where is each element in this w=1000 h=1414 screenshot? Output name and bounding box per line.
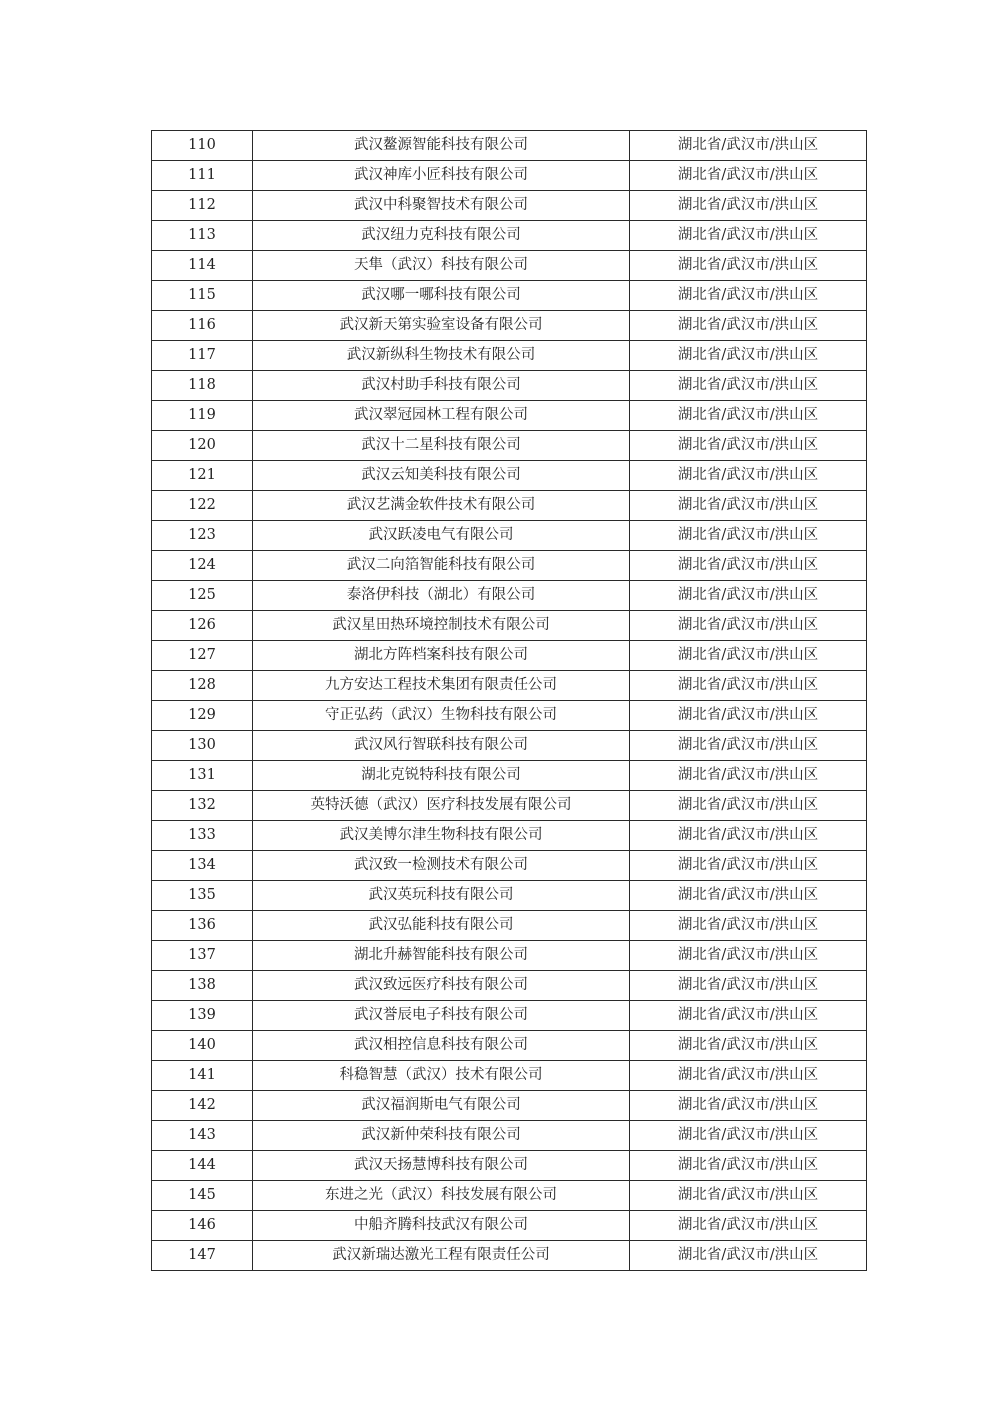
company-name-cell: 湖北升赫智能科技有限公司 — [253, 941, 630, 971]
location-cell: 湖北省/武汉市/洪山区 — [630, 941, 867, 971]
company-name-cell: 武汉云知美科技有限公司 — [253, 461, 630, 491]
company-name-cell: 守正弘药（武汉）生物科技有限公司 — [253, 701, 630, 731]
row-number-cell: 130 — [152, 731, 253, 761]
row-number-cell: 144 — [152, 1151, 253, 1181]
company-name-cell: 武汉英玩科技有限公司 — [253, 881, 630, 911]
table-row — [152, 341, 867, 371]
table-row — [152, 911, 867, 941]
location-cell: 湖北省/武汉市/洪山区 — [630, 281, 867, 311]
table-row — [152, 221, 867, 251]
row-number-cell: 127 — [152, 641, 253, 671]
company-name-cell: 武汉致远医疗科技有限公司 — [253, 971, 630, 1001]
table-row — [152, 731, 867, 761]
company-name-cell: 武汉纽力克科技有限公司 — [253, 221, 630, 251]
company-name-cell: 武汉十二星科技有限公司 — [253, 431, 630, 461]
row-number-cell: 135 — [152, 881, 253, 911]
table-row — [152, 581, 867, 611]
company-name-cell: 东进之光（武汉）科技发展有限公司 — [253, 1181, 630, 1211]
row-number-cell: 119 — [152, 401, 253, 431]
company-name-cell: 武汉弘能科技有限公司 — [253, 911, 630, 941]
table-row — [152, 551, 867, 581]
table-row — [152, 671, 867, 701]
row-number-cell: 122 — [152, 491, 253, 521]
company-name-cell: 武汉新仲荣科技有限公司 — [253, 1121, 630, 1151]
row-number-cell: 115 — [152, 281, 253, 311]
table-row — [152, 461, 867, 491]
row-number-cell: 126 — [152, 611, 253, 641]
location-cell: 湖北省/武汉市/洪山区 — [630, 821, 867, 851]
company-name-cell: 武汉风行智联科技有限公司 — [253, 731, 630, 761]
location-cell: 湖北省/武汉市/洪山区 — [630, 551, 867, 581]
table-row — [152, 1181, 867, 1211]
row-number-cell: 133 — [152, 821, 253, 851]
location-cell: 湖北省/武汉市/洪山区 — [630, 1121, 867, 1151]
location-cell: 湖北省/武汉市/洪山区 — [630, 581, 867, 611]
location-cell: 湖北省/武汉市/洪山区 — [630, 671, 867, 701]
table-row — [152, 1241, 867, 1271]
table-row — [152, 1031, 867, 1061]
row-number-cell: 125 — [152, 581, 253, 611]
location-cell: 湖北省/武汉市/洪山区 — [630, 251, 867, 281]
table-row — [152, 761, 867, 791]
company-name-cell: 武汉新天第实验室设备有限公司 — [253, 311, 630, 341]
row-number-cell: 111 — [152, 161, 253, 191]
company-name-cell: 武汉鳌源智能科技有限公司 — [253, 131, 630, 161]
company-name-cell: 武汉哪一哪科技有限公司 — [253, 281, 630, 311]
location-cell: 湖北省/武汉市/洪山区 — [630, 491, 867, 521]
row-number-cell: 120 — [152, 431, 253, 461]
location-cell: 湖北省/武汉市/洪山区 — [630, 1091, 867, 1121]
company-name-cell: 武汉誉辰电子科技有限公司 — [253, 1001, 630, 1031]
location-cell: 湖北省/武汉市/洪山区 — [630, 311, 867, 341]
location-cell: 湖北省/武汉市/洪山区 — [630, 1151, 867, 1181]
row-number-cell: 129 — [152, 701, 253, 731]
table-row — [152, 881, 867, 911]
location-cell: 湖北省/武汉市/洪山区 — [630, 1181, 867, 1211]
row-number-cell: 145 — [152, 1181, 253, 1211]
company-name-cell: 武汉村助手科技有限公司 — [253, 371, 630, 401]
row-number-cell: 137 — [152, 941, 253, 971]
location-cell: 湖北省/武汉市/洪山区 — [630, 851, 867, 881]
company-name-cell: 武汉天扬慧博科技有限公司 — [253, 1151, 630, 1181]
table-row — [152, 1151, 867, 1181]
table-row — [152, 191, 867, 221]
location-cell: 湖北省/武汉市/洪山区 — [630, 461, 867, 491]
table-row — [152, 371, 867, 401]
row-number-cell: 123 — [152, 521, 253, 551]
table-row — [152, 401, 867, 431]
company-name-cell: 英特沃德（武汉）医疗科技发展有限公司 — [253, 791, 630, 821]
table-row — [152, 251, 867, 281]
table-row — [152, 1001, 867, 1031]
location-cell: 湖北省/武汉市/洪山区 — [630, 1241, 867, 1271]
location-cell: 湖北省/武汉市/洪山区 — [630, 221, 867, 251]
company-name-cell: 武汉新纵科生物技术有限公司 — [253, 341, 630, 371]
company-name-cell: 九方安达工程技术集团有限责任公司 — [253, 671, 630, 701]
row-number-cell: 136 — [152, 911, 253, 941]
company-name-cell: 武汉翠冠园林工程有限公司 — [253, 401, 630, 431]
company-name-cell: 湖北克锐特科技有限公司 — [253, 761, 630, 791]
company-name-cell: 科稳智慧（武汉）技术有限公司 — [253, 1061, 630, 1091]
location-cell: 湖北省/武汉市/洪山区 — [630, 611, 867, 641]
company-name-cell: 武汉相控信息科技有限公司 — [253, 1031, 630, 1061]
company-name-cell: 泰洛伊科技（湖北）有限公司 — [253, 581, 630, 611]
table-row — [152, 851, 867, 881]
location-cell: 湖北省/武汉市/洪山区 — [630, 641, 867, 671]
table-row — [152, 941, 867, 971]
company-name-cell: 天隼（武汉）科技有限公司 — [253, 251, 630, 281]
company-name-cell: 湖北方阵档案科技有限公司 — [253, 641, 630, 671]
location-cell: 湖北省/武汉市/洪山区 — [630, 1211, 867, 1241]
table-body — [152, 131, 867, 1271]
row-number-cell: 128 — [152, 671, 253, 701]
location-cell: 湖北省/武汉市/洪山区 — [630, 131, 867, 161]
company-name-cell: 武汉福润斯电气有限公司 — [253, 1091, 630, 1121]
location-cell: 湖北省/武汉市/洪山区 — [630, 401, 867, 431]
table-row — [152, 971, 867, 1001]
table-row — [152, 311, 867, 341]
location-cell: 湖北省/武汉市/洪山区 — [630, 1061, 867, 1091]
row-number-cell: 132 — [152, 791, 253, 821]
company-name-cell: 武汉中科聚智技术有限公司 — [253, 191, 630, 221]
location-cell: 湖北省/武汉市/洪山区 — [630, 701, 867, 731]
location-cell: 湖北省/武汉市/洪山区 — [630, 791, 867, 821]
row-number-cell: 124 — [152, 551, 253, 581]
row-number-cell: 121 — [152, 461, 253, 491]
row-number-cell: 117 — [152, 341, 253, 371]
row-number-cell: 110 — [152, 131, 253, 161]
company-name-cell: 中船齐腾科技武汉有限公司 — [253, 1211, 630, 1241]
table-row — [152, 1061, 867, 1091]
row-number-cell: 146 — [152, 1211, 253, 1241]
table-row — [152, 491, 867, 521]
row-number-cell: 141 — [152, 1061, 253, 1091]
row-number-cell: 114 — [152, 251, 253, 281]
location-cell: 湖北省/武汉市/洪山区 — [630, 1031, 867, 1061]
table-row — [152, 161, 867, 191]
table-row — [152, 791, 867, 821]
company-name-cell: 武汉新瑞达激光工程有限责任公司 — [253, 1241, 630, 1271]
company-name-cell: 武汉神库小匠科技有限公司 — [253, 161, 630, 191]
location-cell: 湖北省/武汉市/洪山区 — [630, 521, 867, 551]
location-cell: 湖北省/武汉市/洪山区 — [630, 161, 867, 191]
company-name-cell: 武汉跃凌电气有限公司 — [253, 521, 630, 551]
table-row — [152, 1091, 867, 1121]
table-row — [152, 611, 867, 641]
company-name-cell: 武汉星田热环境控制技术有限公司 — [253, 611, 630, 641]
table-row — [152, 431, 867, 461]
table-row — [152, 821, 867, 851]
company-list-table — [151, 130, 867, 1271]
location-cell: 湖北省/武汉市/洪山区 — [630, 731, 867, 761]
row-number-cell: 142 — [152, 1091, 253, 1121]
location-cell: 湖北省/武汉市/洪山区 — [630, 911, 867, 941]
location-cell: 湖北省/武汉市/洪山区 — [630, 881, 867, 911]
row-number-cell: 118 — [152, 371, 253, 401]
location-cell: 湖北省/武汉市/洪山区 — [630, 191, 867, 221]
company-name-cell: 武汉致一检测技术有限公司 — [253, 851, 630, 881]
table-row — [152, 281, 867, 311]
table-row — [152, 701, 867, 731]
row-number-cell: 134 — [152, 851, 253, 881]
row-number-cell: 147 — [152, 1241, 253, 1271]
row-number-cell: 139 — [152, 1001, 253, 1031]
table-row — [152, 521, 867, 551]
location-cell: 湖北省/武汉市/洪山区 — [630, 1001, 867, 1031]
company-name-cell: 武汉二向箔智能科技有限公司 — [253, 551, 630, 581]
company-name-cell: 武汉美博尔津生物科技有限公司 — [253, 821, 630, 851]
table-row — [152, 1121, 867, 1151]
row-number-cell: 140 — [152, 1031, 253, 1061]
row-number-cell: 143 — [152, 1121, 253, 1151]
table-row — [152, 641, 867, 671]
table-row — [152, 131, 867, 161]
location-cell: 湖北省/武汉市/洪山区 — [630, 971, 867, 1001]
row-number-cell: 131 — [152, 761, 253, 791]
row-number-cell: 116 — [152, 311, 253, 341]
location-cell: 湖北省/武汉市/洪山区 — [630, 371, 867, 401]
location-cell: 湖北省/武汉市/洪山区 — [630, 761, 867, 791]
location-cell: 湖北省/武汉市/洪山区 — [630, 341, 867, 371]
row-number-cell: 112 — [152, 191, 253, 221]
table-row — [152, 1211, 867, 1241]
location-cell: 湖北省/武汉市/洪山区 — [630, 431, 867, 461]
company-name-cell: 武汉艺满金软件技术有限公司 — [253, 491, 630, 521]
row-number-cell: 113 — [152, 221, 253, 251]
row-number-cell: 138 — [152, 971, 253, 1001]
